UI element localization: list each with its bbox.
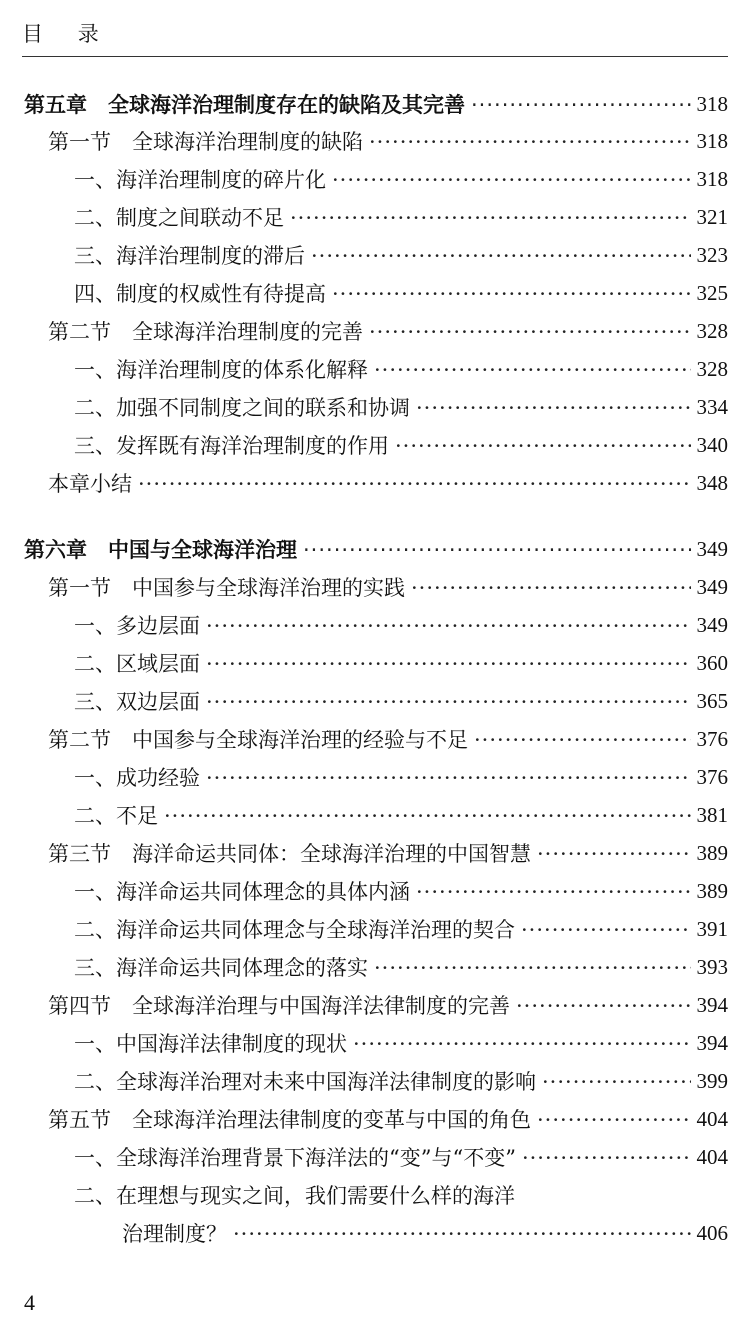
entry-title: 一、海洋命运共同体理念的具体内涵 [74,880,410,904]
dot-leader [138,466,691,500]
section-entry[interactable] [48,314,728,348]
entry-page-number: 389 [696,840,728,865]
subsection-entry[interactable] [74,390,728,424]
entry-title: 二、海洋命运共同体理念与全球海洋治理的契合 [74,918,515,942]
dot-leader [542,1064,691,1098]
entry-title: 一、多边层面 [74,614,200,638]
entry-title: 二、在理想与现实之间，我们需要什么样的海洋 [74,1184,515,1208]
dot-leader [369,124,691,158]
entry-page-number: 404 [696,1106,728,1131]
entry-page-number: 394 [696,992,728,1017]
entry-page-number: 365 [696,688,728,713]
dot-leader [233,1216,691,1250]
entry-title: 第六章 中国与全球海洋治理 [24,538,297,562]
subsection-entry[interactable] [74,1178,728,1212]
dot-leader [474,722,691,756]
entry-page-number: 323 [696,242,728,267]
subsection-entry[interactable] [74,162,728,196]
entry-title: 一、成功经验 [74,766,200,790]
entry-page-number: 321 [696,204,728,229]
dot-leader [206,760,691,794]
section-entry[interactable] [48,466,728,500]
subsection-entry[interactable] [74,1140,728,1174]
entry-title: 三、发挥既有海洋治理制度的作用 [74,434,389,458]
dot-leader [516,988,691,1022]
entry-title: 三、海洋治理制度的滞后 [74,244,305,268]
entry-page-number: 404 [696,1144,728,1169]
entry-title: 第一节 全球海洋治理制度的缺陷 [48,130,363,154]
page-number: 4 [24,1290,35,1315]
entry-title: 二、不足 [74,804,158,828]
subsection-entry[interactable] [74,428,728,462]
dot-leader [206,684,691,718]
section-entry[interactable] [48,836,728,870]
entry-title: 第三节 海洋命运共同体：全球海洋治理的中国智慧 [48,842,531,866]
entry-title: 本章小结 [48,472,132,496]
dot-leader [290,200,691,234]
entry-title: 一、海洋治理制度的碎片化 [74,168,326,192]
subsection-entry[interactable] [74,950,728,984]
subsection-entry[interactable] [74,646,728,680]
header-left: 目 [22,22,43,46]
entry-page-number: 348 [696,470,728,495]
dot-leader [311,238,691,272]
subsection-entry[interactable] [74,912,728,946]
section-entry[interactable] [48,570,728,604]
entry-page-number: 391 [696,916,728,941]
entry-title: 三、双边层面 [74,690,200,714]
dot-leader [206,608,691,642]
section-entry[interactable] [48,988,728,1022]
entry-page-number: 334 [696,394,728,419]
dot-leader [411,570,691,604]
entry-page-number: 328 [696,356,728,381]
dot-leader [416,874,691,908]
entry-page-number: 360 [696,650,728,675]
entry-title: 二、全球海洋治理对未来中国海洋法律制度的影响 [74,1070,536,1094]
entry-page-number: 406 [696,1220,728,1245]
entry-title: 二、制度之间联动不足 [74,206,284,230]
entry-page-number: 381 [696,802,728,827]
entry-title: 三、海洋命运共同体理念的落实 [74,956,368,980]
subsection-entry[interactable] [122,1216,728,1250]
section-entry[interactable] [48,722,728,756]
subsection-entry[interactable] [74,352,728,386]
entry-page-number: 389 [696,878,728,903]
dot-leader [374,950,691,984]
subsection-entry[interactable] [74,874,728,908]
dot-leader [522,1140,691,1174]
entry-title: 第五章 全球海洋治理制度存在的缺陷及其完善 [24,93,465,117]
entry-page-number: 318 [696,128,728,153]
subsection-entry[interactable] [74,238,728,272]
entry-page-number: 376 [696,764,728,789]
dot-leader [164,798,691,832]
entry-page-number: 325 [696,280,728,305]
entry-title: 一、中国海洋法律制度的现状 [74,1032,347,1056]
dot-leader [395,428,691,462]
subsection-entry[interactable] [74,1026,728,1060]
entry-page-number: 340 [696,432,728,457]
chapter-entry[interactable] [24,87,728,121]
dot-leader [521,912,691,946]
subsection-entry[interactable] [74,200,728,234]
entry-title: 二、加强不同制度之间的联系和协调 [74,396,410,420]
entry-title: 一、海洋治理制度的体系化解释 [74,358,368,382]
dot-leader [537,1102,691,1136]
dot-leader [332,162,691,196]
dot-leader [303,532,691,566]
dot-leader [332,276,691,310]
header-right: 录 [77,22,99,46]
entry-page-number: 399 [696,1068,728,1093]
entry-title: 第二节 中国参与全球海洋治理的经验与不足 [48,728,468,752]
subsection-entry[interactable] [74,684,728,718]
running-header [22,18,99,48]
dot-leader [369,314,691,348]
entry-page-number: 318 [696,91,728,116]
entry-title: 第一节 中国参与全球海洋治理的实践 [48,576,405,600]
entry-page-number: 349 [696,574,728,599]
header-rule [22,56,728,57]
entry-title: 第四节 全球海洋治理与中国海洋法律制度的完善 [48,994,510,1018]
subsection-entry[interactable] [74,276,728,310]
section-entry[interactable] [48,124,728,158]
dot-leader [206,646,691,680]
entry-page-number: 349 [696,612,728,637]
entry-title: 二、区域层面 [74,652,200,676]
entry-page-number: 318 [696,166,728,191]
entry-title: 第二节 全球海洋治理制度的完善 [48,320,363,344]
entry-page-number: 393 [696,954,728,979]
chapter-entry[interactable] [24,532,728,566]
subsection-entry[interactable] [74,608,728,642]
entry-page-number: 328 [696,318,728,343]
dot-leader [537,836,691,870]
dot-leader [353,1026,691,1060]
entry-page-number: 376 [696,726,728,751]
dot-leader [471,87,691,121]
subsection-entry[interactable] [74,760,728,794]
entry-title: 第五节 全球海洋治理法律制度的变革与中国的角色 [48,1108,531,1132]
entry-page-number: 394 [696,1030,728,1055]
entry-page-number: 349 [696,536,728,561]
entry-title: 四、制度的权威性有待提高 [74,282,326,306]
subsection-entry[interactable] [74,1064,728,1098]
section-entry[interactable] [48,1102,728,1136]
entry-title: 一、全球海洋治理背景下海洋法的“变”与“不变” [74,1146,516,1170]
dot-leader [416,390,691,424]
dot-leader [374,352,691,386]
entry-title: 治理制度？ [122,1222,227,1246]
subsection-entry[interactable] [74,798,728,832]
